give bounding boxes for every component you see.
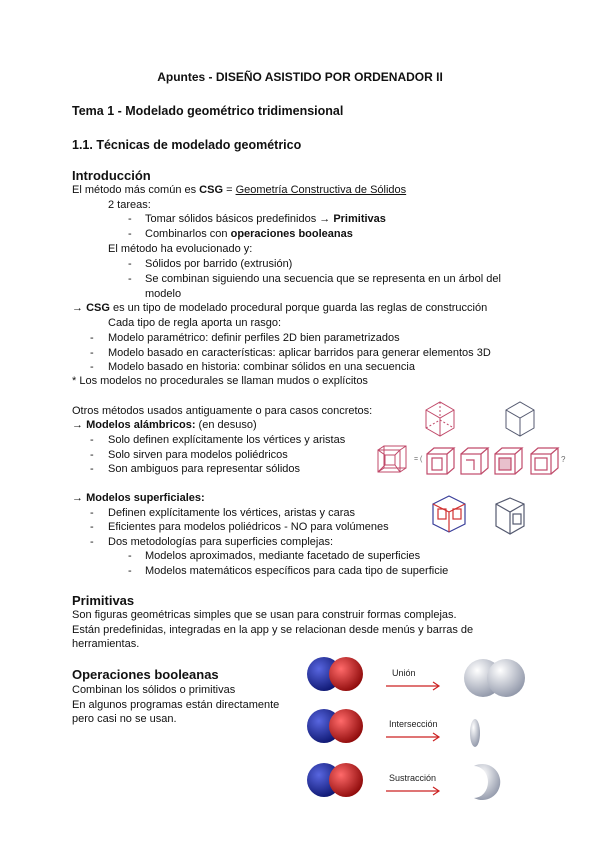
intro-heading: Introducción: [72, 168, 151, 183]
note-mudos: * Los modelos no procedurales se llaman mudos o explícitos: [72, 375, 368, 387]
primitivas-line-1: Son figuras geométricas simples que se usan para construir formas complejas.: [72, 609, 457, 621]
bullet-dash: -: [90, 463, 94, 475]
booleanas-heading: Operaciones booleanas: [72, 667, 219, 682]
arrow-text: →: [72, 492, 87, 504]
wire-question-mark: ?: [561, 455, 566, 464]
bullet-dash: -: [128, 258, 132, 270]
bullet-dash: -: [90, 507, 94, 519]
alambricos-bold: Modelos alámbricos:: [86, 419, 196, 431]
csg-procedural-line: [72, 301, 487, 316]
superficial-sub-2: Modelos matemáticos específicos para cada tipo de superficie: [145, 565, 449, 577]
booleanas-line-2: En algunos programas están directamente: [72, 699, 280, 711]
modelo-parametrico: Modelo paramétrico: definir perfiles 2D bien parametrizados: [108, 332, 400, 344]
otros-intro: Otros métodos usados antiguamente o para casos concretos:: [72, 405, 373, 417]
union-label: Unión: [392, 668, 416, 678]
bullet-dash: -: [128, 550, 132, 562]
csg-procedural-text: es un tipo de modelado procedural porque guarda las reglas de construcción: [109, 302, 488, 314]
booleanas-line-1: Combinan los sólidos o primitivas: [72, 684, 236, 696]
superficial-item-2: Eficientes para modelos poliédricos - NO para volúmenes: [108, 521, 389, 533]
arrow-text: →: [72, 302, 87, 314]
bullet-dash: -: [90, 332, 94, 344]
tarea-1: [145, 212, 386, 227]
alambricos-note: (en desuso): [195, 419, 257, 431]
tarea-2: [145, 227, 353, 242]
evol-item-2a: Se combinan siguiendo una secuencia que se representa en un árbol del: [145, 273, 501, 285]
surface-solid-figure: [488, 494, 532, 538]
sustraccion-label: Sustracción: [389, 773, 437, 783]
bullet-dash: -: [90, 449, 94, 461]
alambricos-line: [72, 418, 257, 433]
boolean-operations-figure: [306, 648, 536, 828]
bullet-dash: -: [90, 536, 94, 548]
sustraccion-result-shape: [474, 764, 500, 800]
superficiales-line: [72, 491, 205, 506]
wireframe-ambiguous-figure: [372, 442, 412, 482]
operaciones-bold: operaciones booleanas: [230, 228, 353, 240]
bullet-dash: -: [128, 565, 132, 577]
intro-line-csg: [72, 183, 406, 198]
wireframe-option-3: [492, 446, 524, 478]
intro-text: El método más común es: [72, 184, 200, 196]
primitivas-line-3: herramientas.: [72, 638, 140, 650]
primitivas-bold: Primitivas: [333, 213, 386, 225]
bullet-dash: -: [90, 361, 94, 373]
document-title: Apuntes - DISEÑO ASISTIDO POR ORDENADOR II: [157, 70, 443, 84]
wireframe-cube-figure: [420, 398, 460, 438]
wireframe-option-4: [528, 446, 560, 478]
csg-bold: CSG: [86, 302, 110, 314]
superficiales-bold: Modelos superficiales:: [86, 492, 205, 504]
alambrico-item-1: Solo definen explícitamente los vértices y aristas: [108, 434, 346, 446]
cada-regla-label: Cada tipo de regla aporta un rasgo:: [108, 317, 282, 329]
tarea-1-text: Tomar sólidos básicos predefinidos →: [145, 213, 334, 225]
equals-text: =: [223, 184, 236, 196]
bullet-dash: -: [128, 228, 132, 240]
csg-bold: CSG: [199, 184, 224, 196]
evolucion-label: El método ha evolucionado y:: [108, 243, 253, 255]
booleanas-line-3: pero casi no se usan.: [72, 713, 177, 725]
wireframe-option-1: [424, 446, 456, 478]
wireframe-cube-solid-figure: [500, 398, 540, 438]
arrow-text: →: [72, 419, 87, 431]
primitivas-line-2: Están predefinidas, integradas en la app y se relacionan desde menús y barras de: [72, 624, 474, 636]
csg-definition-link[interactable]: Geometría Constructiva de Sólidos: [235, 184, 407, 196]
modelo-caracteristicas: Modelo basado en características: aplicar barridos para generar elementos 3D: [108, 347, 491, 359]
superficial-item-3: Dos metodologías para superficies complejas:: [108, 536, 334, 548]
interseccion-label: Intersección: [389, 719, 438, 729]
wire-eq-mark: = (: [414, 456, 423, 463]
bullet-dash: -: [90, 347, 94, 359]
section-title: 1.1. Técnicas de modelado geométrico: [72, 138, 302, 152]
evol-item-2b: modelo: [145, 288, 182, 300]
red-sphere: [329, 657, 363, 691]
bullet-dash: -: [128, 213, 132, 225]
modelo-historia: Modelo basado en historia: combinar sólidos en una secuencia: [108, 361, 415, 373]
superficial-item-1: Definen explícitamente los vértices, aristas y caras: [108, 507, 355, 519]
tema-title: Tema 1 - Modelado geométrico tridimensional: [72, 104, 344, 118]
interseccion-result-lens: [470, 719, 480, 747]
alambrico-item-2: Solo sirven para modelos poliédricos: [108, 449, 288, 461]
surface-cube-figure: [427, 492, 471, 536]
bullet-dash: -: [90, 521, 94, 533]
alambrico-item-3: Son ambiguos para representar sólidos: [108, 463, 301, 475]
bullet-dash: -: [128, 273, 132, 285]
tarea-2-text: Combinarlos con: [145, 228, 231, 240]
tareas-label: 2 tareas:: [108, 199, 151, 211]
primitivas-heading: Primitivas: [72, 593, 135, 608]
wireframe-option-2: [458, 446, 490, 478]
superficial-sub-1: Modelos aproximados, mediante facetado de superficies: [145, 550, 421, 562]
evol-item-1: Sólidos por barrido (extrusión): [145, 258, 293, 270]
bullet-dash: -: [90, 434, 94, 446]
